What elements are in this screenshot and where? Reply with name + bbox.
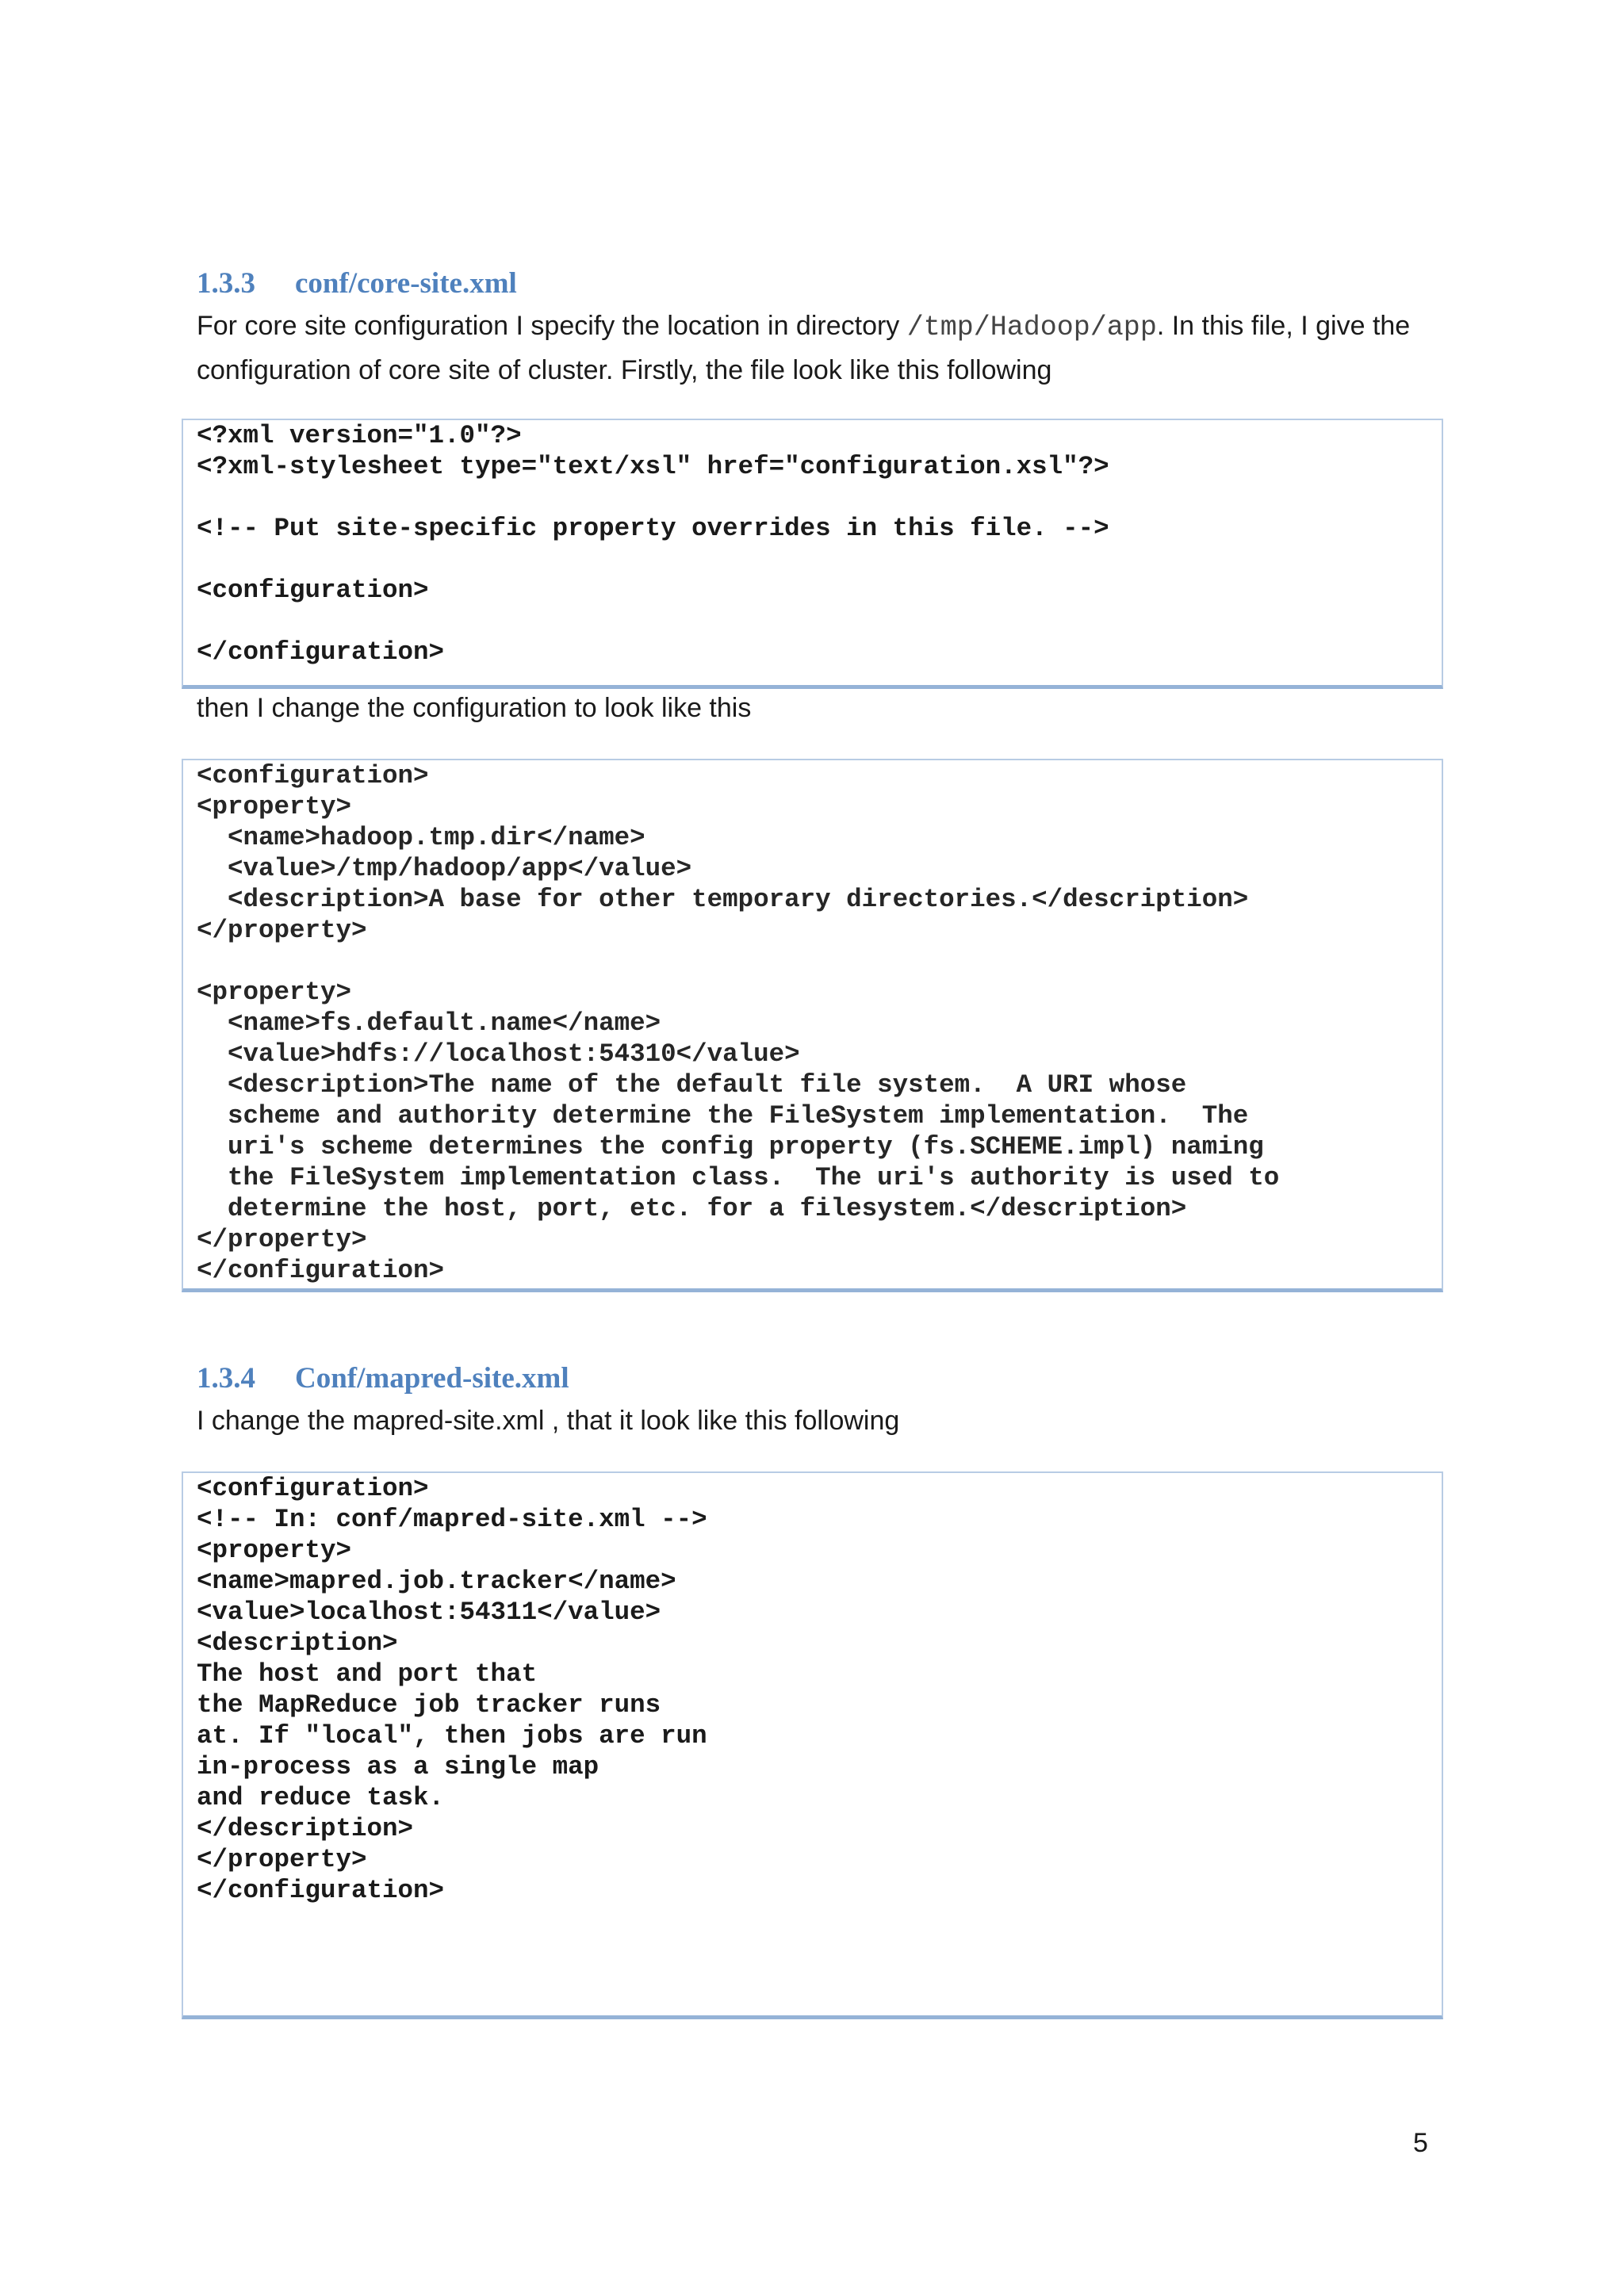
- code-text: <configuration> <!-- In: conf/mapred-site.xml --> <property> <name>mapred.job.tracker</name> <value>localhost:54311</value> <description> The host and port that the MapReduce job tracker runs at. If "local", then jobs are run in-process as a single map and reduce task. </description> </property> </configuration>: [197, 1474, 707, 1905]
- then-change-paragraph: [197, 687, 1450, 729]
- section-heading-1-3-3: [197, 266, 517, 301]
- core-site-intro-paragraph: [197, 304, 1450, 392]
- code-text: <configuration> <property> <name>hadoop.tmp.dir</name> <value>/tmp/hadoop/app</value> <description>A base for other temporary directories.</description> </property> <property> <name>fs.default.name</name> <value>hdfs://localhost:54310</value> <description>The name of the default file system. A URI whose scheme and authority determine the FileSystem implementation. The uri's scheme determines the config property (fs.SCHEME.impl) naming the FileSystem implementation class. The uri's authority is used to determine the host, port, etc. for a filesystem.</description> </property> </configuration>: [197, 761, 1280, 1285]
- code-block-core-site-changed: [182, 759, 1443, 1292]
- code-text: <?xml version="1.0"?> <?xml-stylesheet type="text/xsl" href="configuration.xsl"?> <!-- Put site-specific property overrides in this file. --> <configuration> </configuration>: [197, 421, 1109, 667]
- directory-path: /tmp/Hadoop/app: [906, 312, 1157, 343]
- section-number: 1.3.4: [197, 1362, 255, 1395]
- page-number: 5: [1413, 2128, 1428, 2158]
- paragraph-text: For core site configuration I specify the location in directory: [197, 311, 907, 341]
- paragraph-text: then I change the configuration to look like this: [197, 693, 752, 723]
- paragraph-text-cont: . In this file, I give the configuration of core site of cluster. Firstly, the file look like this following: [197, 311, 1411, 385]
- mapred-site-intro-paragraph: [197, 1399, 1450, 1442]
- paragraph-text: I change the mapred-site.xml , that it look like this following: [197, 1406, 900, 1436]
- code-block-mapred-site: [182, 1471, 1443, 2019]
- code-block-core-site-original: [182, 419, 1443, 689]
- section-number: 1.3.3: [197, 267, 255, 300]
- section-title: conf/core-site.xml: [295, 267, 517, 300]
- section-heading-1-3-4: [197, 1361, 569, 1396]
- section-title: Conf/mapred-site.xml: [295, 1362, 569, 1395]
